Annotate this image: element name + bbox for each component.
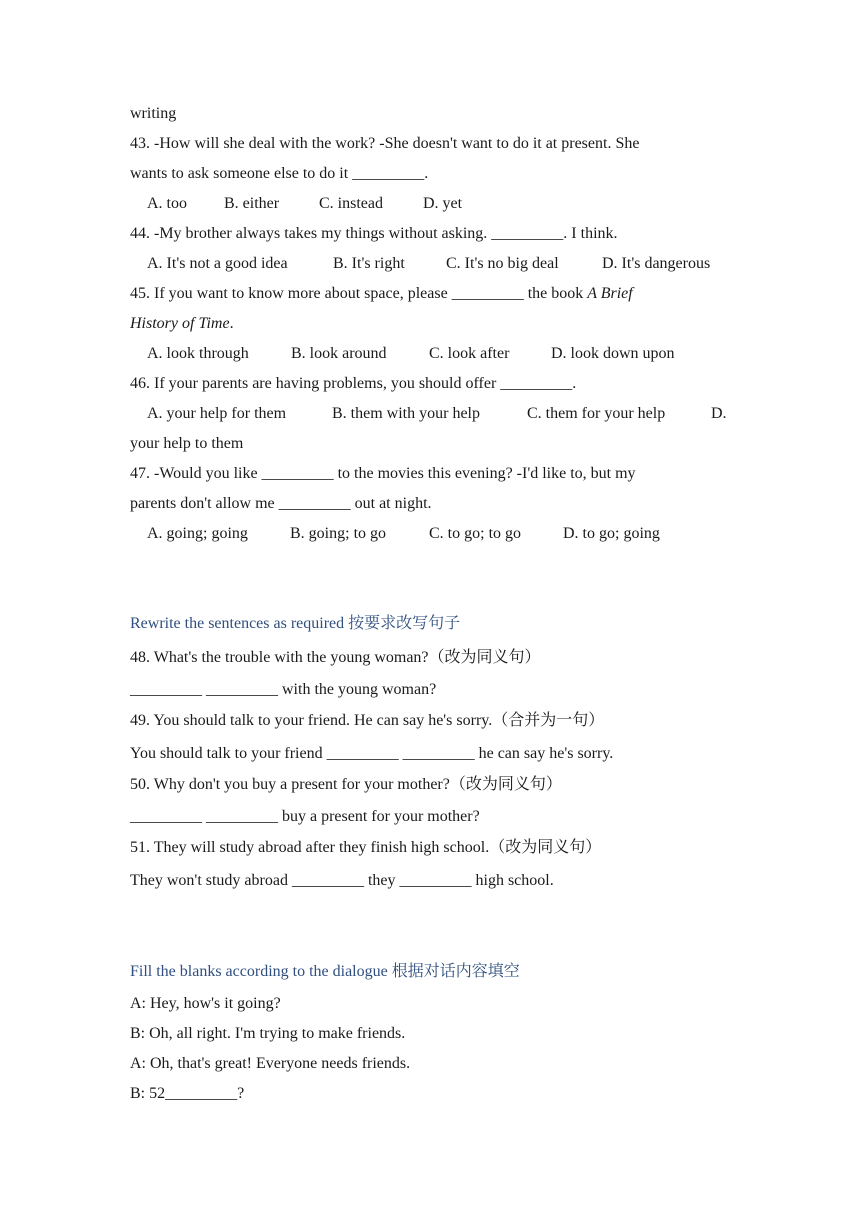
q43-option-d: D. yet <box>423 195 463 212</box>
q44-option-a: A. It's not a good idea <box>147 255 288 272</box>
dialogue-line-2: B: Oh, all right. I'm trying to make friends. <box>130 1025 406 1042</box>
question-45-line1 <box>130 284 633 304</box>
question-45-line2 <box>130 314 234 334</box>
q45-option-d: D. look down upon <box>551 345 675 362</box>
question-48-answer: _________ _________ with the young woman? <box>130 681 437 698</box>
question-49: 49. You should talk to your friend. He can say he's sorry.（合并为一句） <box>130 712 605 729</box>
q43-option-a: A. too <box>147 195 187 212</box>
q45-end: . <box>229 315 234 332</box>
q46-option-a: A. your help for them <box>147 405 287 422</box>
question-50-answer: _________ _________ buy a present for your mother? <box>130 808 480 825</box>
line-writing: writing <box>130 105 177 122</box>
q43-option-c: C. instead <box>319 195 383 212</box>
dialogue-line-1: A: Hey, how's it going? <box>130 995 281 1012</box>
q46-option-c: C. them for your help <box>527 405 666 422</box>
q47-option-d: D. to go; going <box>563 525 660 542</box>
q43-option-b: B. either <box>224 195 280 212</box>
q45-option-a: A. look through <box>147 345 249 362</box>
question-47-line2: parents don't allow me _________ out at night. <box>130 495 432 512</box>
section-heading-dialogue: Fill the blanks according to the dialogue 根据对话内容填空 <box>130 963 520 980</box>
question-47-line1: 47. -Would you like _________ to the movies this evening? -I'd like to, but my <box>130 465 636 482</box>
q45-text: 45. If you want to know more about space, please _________ the book <box>130 285 588 302</box>
q45-option-b: B. look around <box>291 345 387 362</box>
book-title-part1: A Brief <box>587 285 633 302</box>
dialogue-line-3: A: Oh, that's great! Everyone needs friends. <box>130 1055 411 1072</box>
question-51: 51. They will study abroad after they finish high school.（改为同义句） <box>130 839 602 856</box>
question-43-line1: 43. -How will she deal with the work? -She doesn't want to do it at present. She <box>130 135 640 152</box>
question-46: 46. If your parents are having problems, you should offer _________. <box>130 375 577 392</box>
question-44: 44. -My brother always takes my things without asking. _________. I think. <box>130 225 618 242</box>
q47-option-a: A. going; going <box>147 525 248 542</box>
question-51-answer: They won't study abroad _________ they _________ high school. <box>130 872 554 889</box>
question-43-line2: wants to ask someone else to do it _________. <box>130 165 429 182</box>
question-50: 50. Why don't you buy a present for your mother?（改为同义句） <box>130 776 562 793</box>
q44-option-c: C. It's no big deal <box>446 255 559 272</box>
q46-option-d-text: your help to them <box>130 435 244 452</box>
q46-option-d: D. <box>711 405 727 422</box>
section-heading-rewrite: Rewrite the sentences as required 按要求改写句子 <box>130 615 461 632</box>
question-49-answer: You should talk to your friend _________ _________ he can say he's sorry. <box>130 745 614 762</box>
q47-option-b: B. going; to go <box>290 525 387 542</box>
question-48: 48. What's the trouble with the young woman?（改为同义句） <box>130 649 541 666</box>
dialogue-line-4: B: 52_________? <box>130 1085 245 1102</box>
q47-option-c: C. to go; to go <box>429 525 522 542</box>
q46-option-b: B. them with your help <box>332 405 480 422</box>
q44-option-b: B. It's right <box>333 255 405 272</box>
q44-option-d: D. It's dangerous <box>602 255 711 272</box>
q45-option-c: C. look after <box>429 345 510 362</box>
book-title-part2: History of Time <box>130 315 230 332</box>
